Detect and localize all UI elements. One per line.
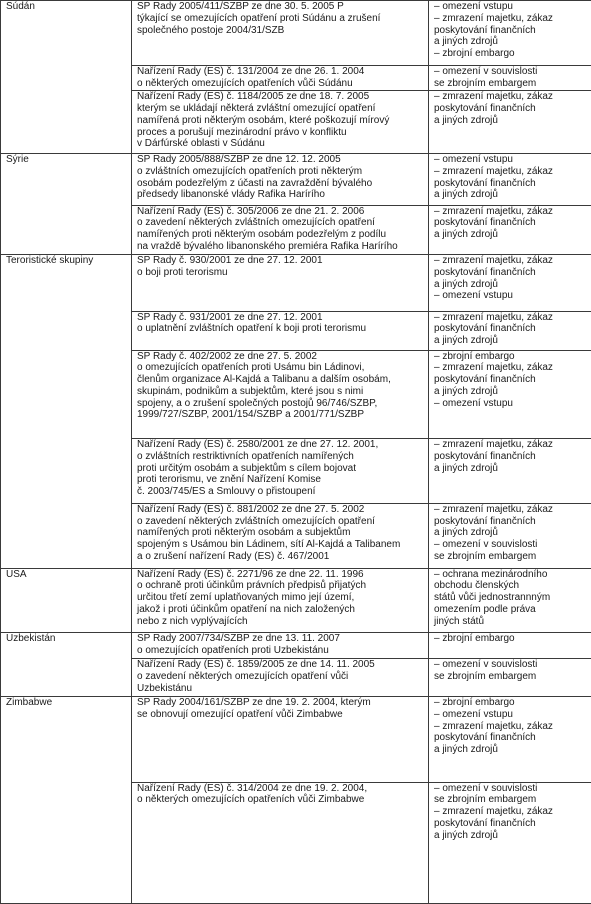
measure-text: Nařízení Rady (ES) č. 314/2004 ze dne 19. 2. 2004, o některých omezujících opatřeních vůči Zimbabwe (137, 782, 368, 806)
table-row (1, 1, 591, 66)
restriction-text: – zbrojní embargo – omezení vstupu – zmrazení majetku, zákaz poskytování finančních a jiných zdrojů (434, 697, 553, 756)
country-cell: Súdán (1, 1, 132, 154)
restriction-text: – omezení vstupu – zmrazení majetku, zákaz poskytování finančních a jiných zdrojů (434, 154, 553, 201)
restriction-cell (429, 439, 591, 504)
table-row (1, 154, 591, 205)
measure-cell (132, 1, 429, 66)
measure-cell (132, 154, 429, 205)
restriction-text: – omezení v souvislosti se zbrojním embargem – zmrazení majetku, zákaz poskytování finančních a jiných zdrojů (434, 782, 553, 841)
restriction-cell (429, 311, 591, 350)
restriction-text: – ochrana mezinárodního obchodu členských států vůči jednostrannným omezením podle práva jiných států (434, 568, 551, 627)
measure-text: SP Rady 2007/734/SZBP ze dne 13. 11. 2007 o omezujících opatřeních proti Uzbekistánu (137, 633, 340, 657)
country-cell: Uzbekistán (1, 633, 132, 697)
measure-cell (132, 439, 429, 504)
measure-text: SP Rady č. 930/2001 ze dne 27. 12. 2001 o boji proti terorismu (137, 255, 323, 278)
restriction-text: – omezení vstupu – zmrazení majetku, zákaz poskytování finančních a jiných zdrojů – zbrojní embargo (434, 1, 553, 59)
measure-text: SP Rady 2005/888/SZBP ze dne 12. 12. 2005 o zvláštních omezujících opatřeních proti některým osobám podezřelým z účasti na zavraždění bývalého předsedy libanonské vlády Rafika Harírího (137, 154, 373, 201)
restriction-text: – zmrazení majetku, zákaz poskytování finančních a jiných zdrojů – omezení vstupu (434, 255, 553, 302)
measure-cell (132, 782, 429, 903)
table-row (1, 633, 591, 659)
measure-cell (132, 205, 429, 254)
measure-cell (132, 568, 429, 633)
restriction-cell (429, 255, 591, 312)
restriction-text: – zmrazení majetku, zákaz poskytování finančních a jiných zdrojů (434, 91, 553, 126)
restriction-text: – zmrazení majetku, zákaz poskytování finančních a jiných zdrojů – omezení v souvislosti se zbrojním embargem (434, 503, 553, 562)
table-row (1, 255, 591, 312)
measure-text: SP Rady č. 931/2001 ze dne 27. 12. 2001 o uplatnění zvláštních opatření k boji proti terorismu (137, 311, 367, 335)
measure-cell (132, 503, 429, 568)
restriction-cell (429, 154, 591, 205)
restriction-cell (429, 65, 591, 91)
measure-cell (132, 633, 429, 659)
restriction-cell (429, 633, 591, 659)
restriction-text: – zbrojní embargo – zmrazení majetku, zákaz poskytování finančních a jiných zdrojů – omezení vstupu (434, 350, 553, 409)
restriction-text: – zmrazení majetku, zákaz poskytování finančních a jiných zdrojů (434, 311, 553, 347)
restriction-cell (429, 782, 591, 903)
restriction-cell (429, 697, 591, 782)
restriction-text: – omezení v souvislosti se zbrojním embargem (434, 65, 538, 89)
table-row (1, 568, 591, 633)
restriction-cell (429, 568, 591, 633)
country-cell: USA (1, 568, 132, 633)
restriction-text: – zbrojní embargo (434, 633, 515, 645)
measure-text: SP Rady 2005/411/SZBP ze dne 30. 5. 2005 P týkající se omezujících opatření proti Súdánu a zrušení společného postoje 2004/31/SZB (137, 1, 381, 36)
measure-text: SP Rady č. 402/2002 ze dne 27. 5. 2002 o omezujících opatřeních proti Usámu bin Ládinovi, členům organizace Al-Kajdá a Talibanu a dalším osobám, skupinám, podnikům a subjektům, které jsou s nimi spojeny, a o zrušení společných postojů 96/746/SZBP, 1999/727/SZBP, 2001/154/SZBP a 2001/771/SZBP (137, 350, 391, 421)
measure-cell (132, 91, 429, 154)
measure-text: SP Rady 2004/161/SZBP ze dne 19. 2. 2004, kterým se obnovují omezující opatření vůči Zimbabwe (137, 697, 371, 720)
restriction-text: – zmrazení majetku, zákaz poskytování finančních a jiných zdrojů (434, 205, 553, 241)
measure-cell (132, 350, 429, 438)
measure-text: Nařízení Rady (ES) č. 2271/96 ze dne 22. 11. 1996 o ochraně proti účinkům právních předpisů přijatých určitou třetí zemí uplatňovaných mimo její území, jakož i proti účinkům opatření na nich založených nebo z nich vyplývajících (137, 568, 367, 627)
measure-text: Nařízení Rady (ES) č. 305/2006 ze dne 21. 2. 2006 o zavedení některých zvláštních omezujících opatření namířených proti některým osobám podezřelým z podílu na vraždě bývalého libanonského premiéra Rafika Harírího (137, 205, 398, 252)
table-body (1, 1, 591, 904)
restriction-cell (429, 350, 591, 438)
measure-text: Nařízení Rady (ES) č. 1184/2005 ze dne 18. 7. 2005 kterým se ukládají některá zvláštní omezující opatření namířená proti některým osobám, které poškozují mírový proces a porušují mezinárodní právo v konfliktu v Dárfúrské oblasti v Súdánu (137, 91, 390, 150)
restriction-cell (429, 91, 591, 154)
table-row (1, 697, 591, 782)
measure-cell (132, 255, 429, 312)
restriction-cell (429, 1, 591, 66)
measure-cell (132, 697, 429, 782)
restriction-cell (429, 205, 591, 254)
country-cell: Teroristické skupiny (1, 255, 132, 569)
restriction-text: – omezení v souvislosti se zbrojním embargem (434, 659, 538, 682)
restriction-text: – zmrazení majetku, zákaz poskytování finančních a jiných zdrojů (434, 439, 553, 474)
measure-text: Nařízení Rady (ES) č. 2580/2001 ze dne 27. 12. 2001, o zvláštních restriktivních opatřeních namířených proti určitým osobám a subjektům s cílem bojovat proti terorismu, ve znění Nařízení Komise č. 2003/745/ES a Smlouvy o přistoupení (137, 439, 379, 498)
restriction-cell (429, 659, 591, 697)
measure-text: Nařízení Rady (ES) č. 1859/2005 ze dne 14. 11. 2005 o zavedení některých omezujících opatření vůči Uzbekistánu (137, 659, 375, 694)
restriction-cell (429, 503, 591, 568)
country-cell: Sýrie (1, 154, 132, 255)
measure-text: Nařízení Rady (ES) č. 881/2002 ze dne 27. 5. 2002 o zavedení některých zvláštních omezujících opatření namířených proti některým osobám a subjektům spojeným s Usámou bin Ládinem, sítí Al-Kajdá a Talibanem a o zrušení nařízení Rady (ES) č. 467/2001 (137, 503, 401, 562)
measure-cell (132, 65, 429, 91)
country-cell: Zimbabwe (1, 697, 132, 904)
measure-text: Nařízení Rady (ES) č. 131/2004 ze dne 26. 1. 2004 o některých omezujících opatřeních vůči Súdánu (137, 65, 365, 89)
measure-cell (132, 659, 429, 697)
measure-cell (132, 311, 429, 350)
